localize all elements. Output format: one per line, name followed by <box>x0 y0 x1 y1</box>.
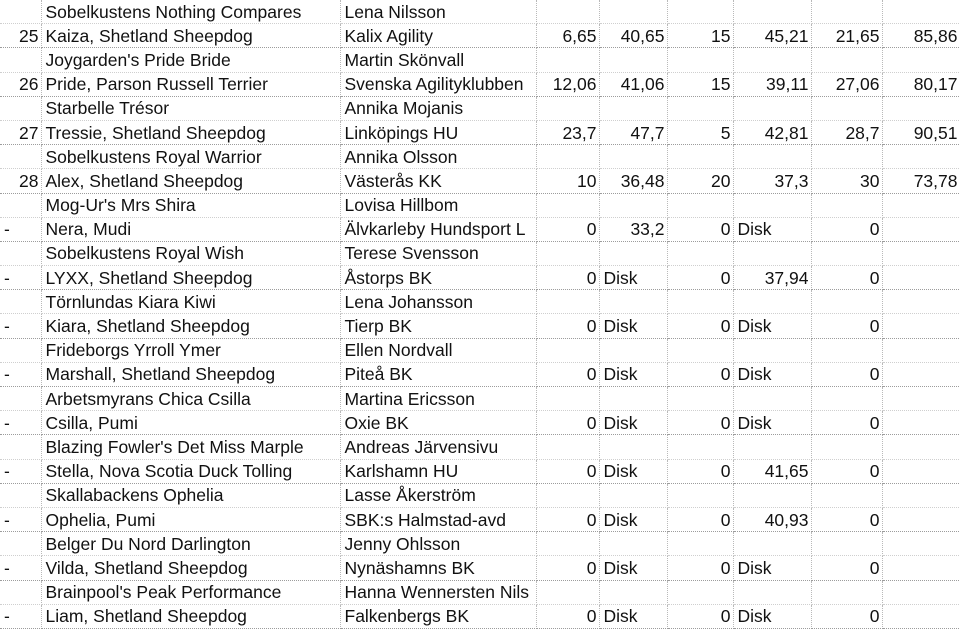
club-cell[interactable]: Västerås KK <box>340 169 536 193</box>
value-cell-2[interactable]: 41,06 <box>599 72 667 96</box>
empty-cell[interactable] <box>536 0 599 24</box>
value-cell-6[interactable] <box>882 459 960 483</box>
place-cell-empty[interactable] <box>0 387 41 411</box>
place-cell[interactable]: 25 <box>0 24 41 48</box>
empty-cell[interactable] <box>599 241 667 265</box>
place-cell[interactable]: 27 <box>0 120 41 144</box>
empty-cell[interactable] <box>667 96 733 120</box>
table-row-bottom <box>0 217 960 241</box>
dog-registered-name-cell[interactable]: Törnlundas Kiara Kiwi <box>41 290 340 314</box>
value-cell-5[interactable]: 0 <box>811 217 882 241</box>
table-row-top <box>0 48 960 72</box>
value-cell-4[interactable]: 42,81 <box>733 120 811 144</box>
value-cell-2[interactable]: Disk <box>599 266 667 290</box>
table-row-top <box>0 145 960 169</box>
empty-cell[interactable] <box>811 532 882 556</box>
value-cell-4[interactable]: 40,93 <box>733 507 811 531</box>
empty-cell[interactable] <box>536 290 599 314</box>
dog-call-name-breed-cell[interactable]: Tressie, Shetland Sheepdog <box>41 120 340 144</box>
handler-cell[interactable]: Hanna Wennersten Nils <box>340 580 536 604</box>
dog-call-name-breed-cell[interactable]: Nera, Mudi <box>41 217 340 241</box>
empty-cell[interactable] <box>811 338 882 362</box>
empty-cell[interactable] <box>599 193 667 217</box>
value-cell-5[interactable]: 21,65 <box>811 24 882 48</box>
empty-cell[interactable] <box>599 145 667 169</box>
handler-cell[interactable]: Andreas Järvensivu <box>340 435 536 459</box>
empty-cell[interactable] <box>733 48 811 72</box>
value-cell-5[interactable]: 0 <box>811 411 882 435</box>
place-cell-empty[interactable] <box>0 338 41 362</box>
value-cell-2[interactable]: 36,48 <box>599 169 667 193</box>
empty-cell[interactable] <box>599 483 667 507</box>
value-cell-5[interactable]: 0 <box>811 362 882 386</box>
empty-cell[interactable] <box>536 145 599 169</box>
empty-cell[interactable] <box>882 0 960 24</box>
value-cell-1[interactable]: 10 <box>536 169 599 193</box>
empty-cell[interactable] <box>733 483 811 507</box>
empty-cell[interactable] <box>667 580 733 604</box>
empty-cell[interactable] <box>882 387 960 411</box>
value-cell-5[interactable]: 0 <box>811 604 882 628</box>
value-cell-5[interactable]: 0 <box>811 459 882 483</box>
table-row-bottom <box>0 266 960 290</box>
dog-registered-name-cell[interactable]: Mog-Ur's Mrs Shira <box>41 193 340 217</box>
empty-cell[interactable] <box>811 145 882 169</box>
empty-cell[interactable] <box>882 290 960 314</box>
value-cell-4[interactable]: 39,11 <box>733 72 811 96</box>
value-cell-3[interactable]: 5 <box>667 120 733 144</box>
dog-call-name-breed-cell[interactable]: Marshall, Shetland Sheepdog <box>41 362 340 386</box>
value-cell-4[interactable]: 37,94 <box>733 266 811 290</box>
handler-cell[interactable]: Lena Johansson <box>340 290 536 314</box>
value-cell-6[interactable] <box>882 556 960 580</box>
table-row-top <box>0 96 960 120</box>
empty-cell[interactable] <box>667 290 733 314</box>
empty-cell[interactable] <box>811 290 882 314</box>
club-cell[interactable]: Älvkarleby Hundsport L <box>340 217 536 241</box>
value-cell-4[interactable]: 41,65 <box>733 459 811 483</box>
value-cell-4[interactable]: 45,21 <box>733 24 811 48</box>
value-cell-1[interactable]: 6,65 <box>536 24 599 48</box>
value-cell-3[interactable]: 0 <box>667 604 733 628</box>
empty-cell[interactable] <box>811 0 882 24</box>
value-cell-5[interactable]: 28,7 <box>811 120 882 144</box>
dog-registered-name-cell[interactable]: Sobelkustens Royal Warrior <box>41 145 340 169</box>
empty-cell[interactable] <box>733 0 811 24</box>
value-cell-3[interactable]: 0 <box>667 266 733 290</box>
value-cell-2[interactable]: Disk <box>599 459 667 483</box>
place-cell-empty[interactable] <box>0 532 41 556</box>
value-cell-4[interactable]: 37,3 <box>733 169 811 193</box>
empty-cell[interactable] <box>599 435 667 459</box>
empty-cell[interactable] <box>882 338 960 362</box>
empty-cell[interactable] <box>882 145 960 169</box>
empty-cell[interactable] <box>536 193 599 217</box>
value-cell-4[interactable]: Disk <box>733 604 811 628</box>
value-cell-1[interactable]: 0 <box>536 362 599 386</box>
empty-cell[interactable] <box>733 532 811 556</box>
empty-cell[interactable] <box>733 580 811 604</box>
value-cell-6[interactable] <box>882 604 960 628</box>
value-cell-3[interactable]: 0 <box>667 314 733 338</box>
table-row-bottom <box>0 362 960 386</box>
handler-cell[interactable]: Terese Svensson <box>340 241 536 265</box>
empty-cell[interactable] <box>599 338 667 362</box>
value-cell-1[interactable]: 0 <box>536 314 599 338</box>
value-cell-1[interactable]: 0 <box>536 604 599 628</box>
table-row-bottom <box>0 556 960 580</box>
value-cell-2[interactable]: Disk <box>599 556 667 580</box>
empty-cell[interactable] <box>536 338 599 362</box>
table-row-bottom <box>0 411 960 435</box>
table-row-top <box>0 193 960 217</box>
value-cell-6[interactable]: 73,78 <box>882 169 960 193</box>
dog-call-name-breed-cell[interactable]: Ophelia, Pumi <box>41 507 340 531</box>
value-cell-5[interactable]: 0 <box>811 266 882 290</box>
table-row-top <box>0 241 960 265</box>
dog-call-name-breed-cell[interactable]: Kiara, Shetland Sheepdog <box>41 314 340 338</box>
empty-cell[interactable] <box>536 483 599 507</box>
handler-cell[interactable]: Lasse Åkerström <box>340 483 536 507</box>
value-cell-6[interactable] <box>882 507 960 531</box>
value-cell-6[interactable] <box>882 362 960 386</box>
value-cell-3[interactable]: 0 <box>667 556 733 580</box>
value-cell-1[interactable]: 23,7 <box>536 120 599 144</box>
dog-call-name-breed-cell[interactable]: Pride, Parson Russell Terrier <box>41 72 340 96</box>
dog-registered-name-cell[interactable]: Frideborgs Yrroll Ymer <box>41 338 340 362</box>
empty-cell[interactable] <box>733 387 811 411</box>
club-cell[interactable]: Karlshamn HU <box>340 459 536 483</box>
value-cell-3[interactable]: 0 <box>667 362 733 386</box>
handler-cell[interactable]: Ellen Nordvall <box>340 338 536 362</box>
dog-call-name-breed-cell[interactable]: Kaiza, Shetland Sheepdog <box>41 24 340 48</box>
empty-cell[interactable] <box>811 483 882 507</box>
value-cell-5[interactable]: 27,06 <box>811 72 882 96</box>
place-cell-empty[interactable] <box>0 241 41 265</box>
empty-cell[interactable] <box>882 435 960 459</box>
empty-cell[interactable] <box>667 387 733 411</box>
table-row-top <box>0 338 960 362</box>
table-row-top <box>0 290 960 314</box>
table-row-bottom <box>0 507 960 531</box>
table-row-bottom <box>0 169 960 193</box>
club-cell[interactable]: Tierp BK <box>340 314 536 338</box>
value-cell-1[interactable]: 0 <box>536 459 599 483</box>
value-cell-6[interactable] <box>882 411 960 435</box>
empty-cell[interactable] <box>536 96 599 120</box>
table-row-bottom <box>0 72 960 96</box>
empty-cell[interactable] <box>811 48 882 72</box>
value-cell-3[interactable]: 20 <box>667 169 733 193</box>
handler-cell[interactable]: Annika Olsson <box>340 145 536 169</box>
empty-cell[interactable] <box>733 96 811 120</box>
empty-cell[interactable] <box>599 96 667 120</box>
place-cell[interactable]: - <box>0 266 41 290</box>
club-cell[interactable]: Svenska Agilityklubben <box>340 72 536 96</box>
empty-cell[interactable] <box>733 338 811 362</box>
empty-cell[interactable] <box>733 241 811 265</box>
dog-registered-name-cell[interactable]: Blazing Fowler's Det Miss Marple <box>41 435 340 459</box>
handler-cell[interactable]: Jenny Ohlsson <box>340 532 536 556</box>
handler-cell[interactable]: Annika Mojanis <box>340 96 536 120</box>
club-cell[interactable]: Kalix Agility <box>340 24 536 48</box>
value-cell-3[interactable]: 0 <box>667 217 733 241</box>
empty-cell[interactable] <box>733 435 811 459</box>
place-cell[interactable]: 28 <box>0 169 41 193</box>
dog-registered-name-cell[interactable]: Joygarden's Pride Bride <box>41 48 340 72</box>
dog-call-name-breed-cell[interactable]: Csilla, Pumi <box>41 411 340 435</box>
value-cell-1[interactable]: 0 <box>536 411 599 435</box>
club-cell[interactable]: Oxie BK <box>340 411 536 435</box>
empty-cell[interactable] <box>536 532 599 556</box>
table-row-bottom <box>0 120 960 144</box>
table-row-bottom <box>0 24 960 48</box>
value-cell-2[interactable]: Disk <box>599 314 667 338</box>
empty-cell[interactable] <box>811 580 882 604</box>
empty-cell[interactable] <box>599 532 667 556</box>
empty-cell[interactable] <box>882 532 960 556</box>
place-cell[interactable]: - <box>0 314 41 338</box>
empty-cell[interactable] <box>667 241 733 265</box>
empty-cell[interactable] <box>882 483 960 507</box>
empty-cell[interactable] <box>599 290 667 314</box>
empty-cell[interactable] <box>667 435 733 459</box>
empty-cell[interactable] <box>811 435 882 459</box>
place-cell[interactable]: - <box>0 411 41 435</box>
place-cell-empty[interactable] <box>0 145 41 169</box>
value-cell-2[interactable]: 47,7 <box>599 120 667 144</box>
place-cell[interactable]: - <box>0 556 41 580</box>
club-cell[interactable]: SBK:s Halmstad-avd <box>340 507 536 531</box>
value-cell-1[interactable]: 12,06 <box>536 72 599 96</box>
dog-registered-name-cell[interactable]: Skallabackens Ophelia <box>41 483 340 507</box>
handler-cell[interactable]: Martina Ericsson <box>340 387 536 411</box>
empty-cell[interactable] <box>811 387 882 411</box>
value-cell-1[interactable]: 0 <box>536 217 599 241</box>
empty-cell[interactable] <box>536 48 599 72</box>
value-cell-4[interactable]: Disk <box>733 362 811 386</box>
empty-cell[interactable] <box>733 193 811 217</box>
empty-cell[interactable] <box>536 241 599 265</box>
empty-cell[interactable] <box>733 290 811 314</box>
value-cell-2[interactable]: Disk <box>599 604 667 628</box>
empty-cell[interactable] <box>667 483 733 507</box>
handler-cell[interactable]: Lovisa Hillbom <box>340 193 536 217</box>
value-cell-2[interactable]: 33,2 <box>599 217 667 241</box>
dog-call-name-breed-cell[interactable]: Vilda, Shetland Sheepdog <box>41 556 340 580</box>
empty-cell[interactable] <box>599 48 667 72</box>
empty-cell[interactable] <box>599 387 667 411</box>
empty-cell[interactable] <box>667 532 733 556</box>
value-cell-6[interactable]: 90,51 <box>882 120 960 144</box>
table-row-top <box>0 580 960 604</box>
place-cell[interactable]: - <box>0 459 41 483</box>
place-cell-empty[interactable] <box>0 483 41 507</box>
place-cell-empty[interactable] <box>0 48 41 72</box>
empty-cell[interactable] <box>667 145 733 169</box>
value-cell-3[interactable]: 15 <box>667 72 733 96</box>
table-row-bottom <box>0 314 960 338</box>
empty-cell[interactable] <box>882 96 960 120</box>
club-cell[interactable]: Nynäshamns BK <box>340 556 536 580</box>
place-cell-empty[interactable] <box>0 96 41 120</box>
place-cell[interactable]: 26 <box>0 72 41 96</box>
empty-cell[interactable] <box>882 580 960 604</box>
value-cell-2[interactable]: Disk <box>599 362 667 386</box>
value-cell-5[interactable]: 0 <box>811 556 882 580</box>
dog-registered-name-cell[interactable]: Brainpool's Peak Performance <box>41 580 340 604</box>
handler-cell[interactable]: Lena Nilsson <box>340 0 536 24</box>
empty-cell[interactable] <box>599 0 667 24</box>
value-cell-3[interactable]: 0 <box>667 411 733 435</box>
place-cell[interactable]: - <box>0 217 41 241</box>
value-cell-1[interactable]: 0 <box>536 507 599 531</box>
place-cell-empty[interactable] <box>0 580 41 604</box>
empty-cell[interactable] <box>811 96 882 120</box>
dog-call-name-breed-cell[interactable]: LYXX, Shetland Sheepdog <box>41 266 340 290</box>
empty-cell[interactable] <box>599 580 667 604</box>
value-cell-2[interactable]: Disk <box>599 507 667 531</box>
empty-cell[interactable] <box>733 145 811 169</box>
value-cell-5[interactable]: 0 <box>811 314 882 338</box>
place-cell-empty[interactable] <box>0 193 41 217</box>
value-cell-5[interactable]: 30 <box>811 169 882 193</box>
value-cell-3[interactable]: 0 <box>667 459 733 483</box>
value-cell-4[interactable]: Disk <box>733 217 811 241</box>
empty-cell[interactable] <box>811 241 882 265</box>
value-cell-6[interactable] <box>882 266 960 290</box>
empty-cell[interactable] <box>882 48 960 72</box>
place-cell-empty[interactable] <box>0 435 41 459</box>
club-cell[interactable]: Piteå BK <box>340 362 536 386</box>
club-cell[interactable]: Linköpings HU <box>340 120 536 144</box>
table-row-top <box>0 387 960 411</box>
dog-registered-name-cell[interactable]: Starbelle Trésor <box>41 96 340 120</box>
empty-cell[interactable] <box>536 387 599 411</box>
handler-cell[interactable]: Martin Skönvall <box>340 48 536 72</box>
value-cell-5[interactable]: 0 <box>811 507 882 531</box>
value-cell-4[interactable]: Disk <box>733 556 811 580</box>
value-cell-1[interactable]: 0 <box>536 266 599 290</box>
empty-cell[interactable] <box>882 241 960 265</box>
value-cell-3[interactable]: 0 <box>667 507 733 531</box>
table-row-top <box>0 0 960 24</box>
value-cell-4[interactable]: Disk <box>733 411 811 435</box>
value-cell-6[interactable] <box>882 314 960 338</box>
empty-cell[interactable] <box>811 193 882 217</box>
table-row-top <box>0 483 960 507</box>
empty-cell[interactable] <box>667 193 733 217</box>
place-cell[interactable]: - <box>0 507 41 531</box>
value-cell-1[interactable]: 0 <box>536 556 599 580</box>
club-cell[interactable]: Falkenbergs BK <box>340 604 536 628</box>
empty-cell[interactable] <box>536 580 599 604</box>
value-cell-6[interactable] <box>882 217 960 241</box>
table-row-top <box>0 435 960 459</box>
value-cell-2[interactable]: 40,65 <box>599 24 667 48</box>
value-cell-6[interactable]: 80,17 <box>882 72 960 96</box>
place-cell-empty[interactable] <box>0 290 41 314</box>
empty-cell[interactable] <box>882 193 960 217</box>
empty-cell[interactable] <box>536 435 599 459</box>
value-cell-2[interactable]: Disk <box>599 411 667 435</box>
value-cell-3[interactable]: 15 <box>667 24 733 48</box>
dog-call-name-breed-cell[interactable]: Alex, Shetland Sheepdog <box>41 169 340 193</box>
value-cell-6[interactable]: 85,86 <box>882 24 960 48</box>
dog-registered-name-cell[interactable]: Sobelkustens Nothing Compares <box>41 0 340 24</box>
table-row-bottom <box>0 459 960 483</box>
empty-cell[interactable] <box>667 0 733 24</box>
dog-registered-name-cell[interactable]: Sobelkustens Royal Wish <box>41 241 340 265</box>
club-cell[interactable]: Åstorps BK <box>340 266 536 290</box>
empty-cell[interactable] <box>667 338 733 362</box>
dog-registered-name-cell[interactable]: Arbetsmyrans Chica Csilla <box>41 387 340 411</box>
place-cell[interactable]: - <box>0 604 41 628</box>
place-cell[interactable]: - <box>0 362 41 386</box>
table-row-bottom <box>0 604 960 628</box>
place-cell-empty[interactable] <box>0 0 41 24</box>
dog-registered-name-cell[interactable]: Belger Du Nord Darlington <box>41 532 340 556</box>
table-row-top <box>0 532 960 556</box>
empty-cell[interactable] <box>667 48 733 72</box>
dog-call-name-breed-cell[interactable]: Stella, Nova Scotia Duck Tolling <box>41 459 340 483</box>
value-cell-4[interactable]: Disk <box>733 314 811 338</box>
dog-call-name-breed-cell[interactable]: Liam, Shetland Sheepdog <box>41 604 340 628</box>
